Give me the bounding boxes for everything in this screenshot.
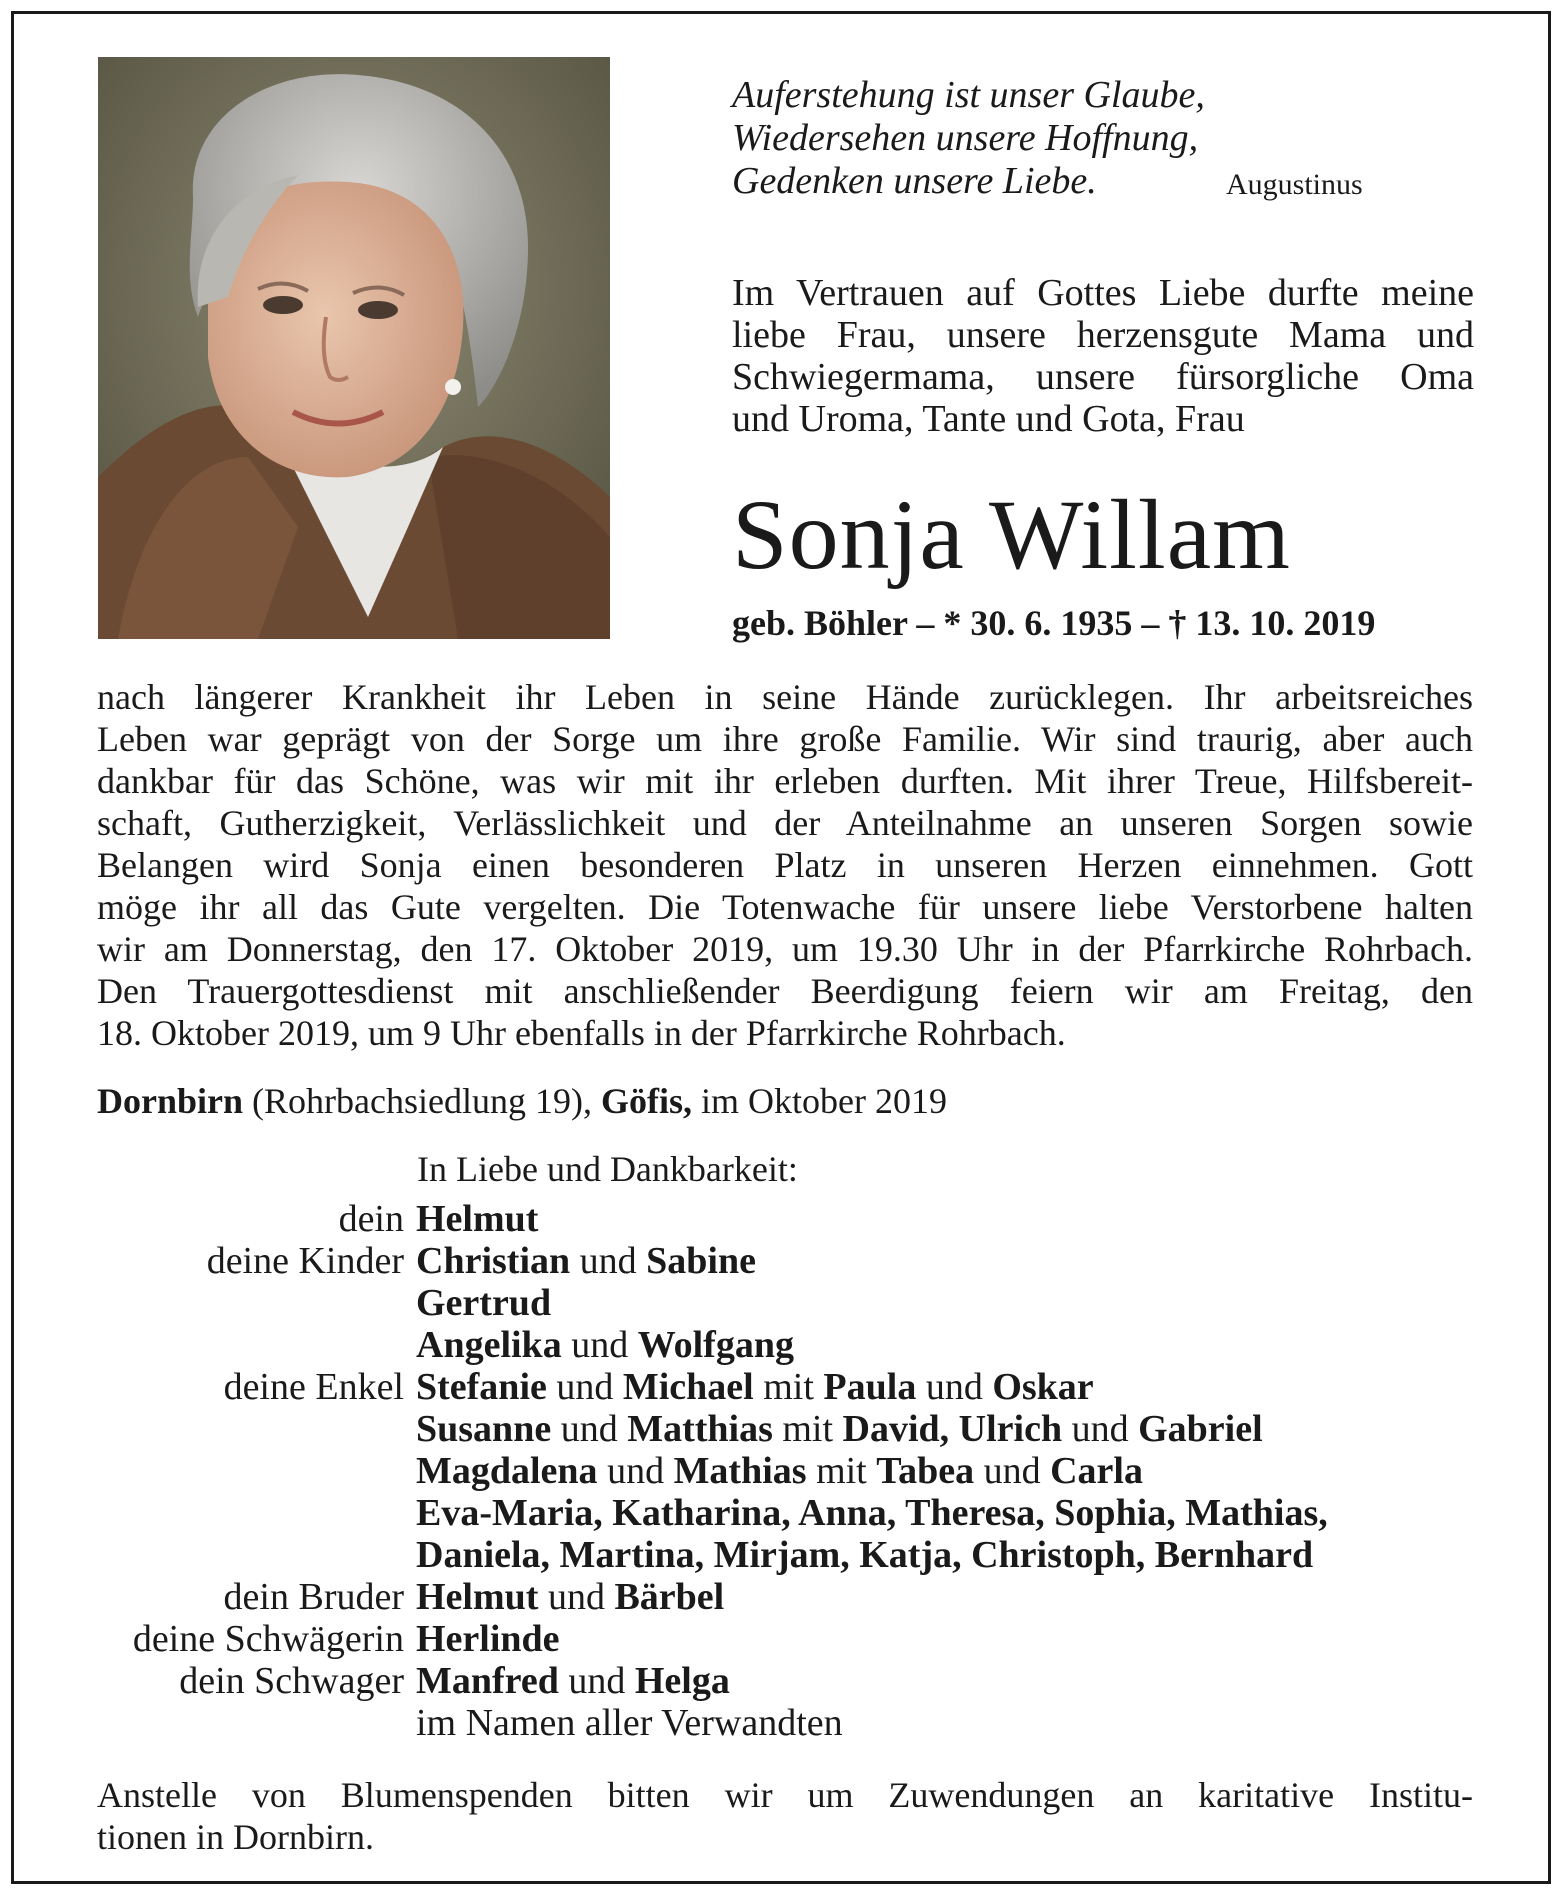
paragraph-line: Belangen wird Sonja einen besonderen Platz in unseren Herzen einnehmen. Gott [97,845,1473,885]
mourner-name: Tabea [876,1450,975,1492]
mourner-relation: dein Bruder [223,1576,404,1618]
mourner-name: Matthias [627,1408,773,1450]
mourner-names [416,1618,1500,1660]
connector-text: und [561,1324,638,1366]
intro-line: und Uroma, Tante und Gota, Frau [732,398,1245,440]
mourner-names [416,1240,1500,1282]
mourner-row [60,1198,1500,1240]
mourner-row [60,1492,1500,1534]
mourner-row [60,1702,1500,1744]
mourner-names [416,1576,1500,1618]
mourner-relation [60,1450,416,1492]
mourner-row [60,1282,1500,1324]
place-city-2: Göfis, [600,1081,692,1121]
mourner-row [60,1408,1500,1450]
place-date: im Oktober 2019 [700,1081,947,1121]
mourner-name: Stefanie [416,1366,547,1408]
place-address: (Rohrbachsiedlung 19), [252,1081,592,1121]
mourner-relation [60,1702,416,1744]
connector-text: und [1062,1408,1139,1450]
mourner-row [60,1324,1500,1366]
mourner-name: Helmut [416,1576,539,1618]
mourner-name: Herlinde [416,1618,560,1660]
mourner-name: Susanne [416,1408,552,1450]
donation-note [97,1774,1473,1858]
mourner-name: Paula [823,1366,917,1408]
connector-text: mit [753,1366,824,1408]
quote-line: Gedenken unsere Liebe. [732,160,1097,202]
mourner-name: Gabriel [1138,1408,1263,1450]
portrait-photo [98,57,610,639]
mourner-row [60,1576,1500,1618]
place-date-line [97,1080,947,1122]
mourner-name: Angelika [416,1324,562,1366]
paragraph-line: schaft, Gutherzigkeit, Verlässlichkeit und der Anteilnahme an unseren Sorgen sowie [97,803,1473,843]
place-city: Dornbirn [97,1081,244,1121]
mourner-relation [60,1324,416,1366]
note-line: tionen in Dornbirn. [97,1817,374,1857]
mourner-name: Oskar [992,1366,1094,1408]
mourner-name: Helga [634,1660,730,1702]
quote-line: Wiedersehen unsere Hoffnung, [732,117,1199,159]
mourner-names [416,1492,1500,1534]
mourner-names [416,1366,1500,1408]
paragraph-line: Den Trauergottesdienst mit anschließender Beerdigung feiern wir am Freitag, den [97,971,1473,1011]
paragraph-line: nach längerer Krankheit ihr Leben in seine Hände zurücklegen. Ihr arbeitsreiches [97,677,1473,717]
connector-text: und [551,1408,628,1450]
paragraph-line: Leben war geprägt von der Sorge um ihre große Familie. Wir sind traurig, aber auch [97,719,1473,759]
note-line: Anstelle von Blumenspenden bitten wir um Zuwendungen an karitative Institu- [97,1775,1473,1815]
mourner-row [60,1618,1500,1660]
quote-line: Auferstehung ist unser Glaube, [732,74,1205,116]
connector-text: und [546,1366,623,1408]
mourner-relation: dein Schwager [179,1660,404,1702]
intro-paragraph [732,272,1474,440]
mourner-names [416,1450,1500,1492]
mourner-name: Gertrud [416,1282,552,1324]
mourner-names [416,1702,1500,1744]
mourner-name: Helmut [416,1198,539,1240]
mourner-names [416,1408,1500,1450]
connector-text: im Namen aller Verwandten [416,1702,843,1744]
connector-text: mit [772,1408,843,1450]
mourner-name: Eva-Maria, Katharina, Anna, Theresa, Sophia, Mathias, [416,1492,1328,1534]
paragraph-line: dankbar für das Schöne, was wir mit ihr erleben durften. Mit ihrer Treue, Hilfsbereit- [97,761,1473,801]
mourners-list [60,1198,1500,1744]
mourner-name: Christian [416,1240,571,1282]
mourner-names [416,1282,1500,1324]
paragraph-line: wir am Donnerstag, den 17. Oktober 2019, um 19.30 Uhr in der Pfarrkirche Rohrbach. [97,929,1473,969]
mourner-names [416,1660,1500,1702]
mourner-relation [60,1282,416,1324]
connector-text: und [558,1660,635,1702]
quote-author: Augustinus [1226,168,1363,201]
intro-line: liebe Frau, unsere herzensgute Mama und [732,314,1474,356]
thanks-heading: In Liebe und Dankbarkeit: [417,1149,798,1189]
intro-line: Im Vertrauen auf Gottes Liebe durfte meine [732,272,1474,314]
mourner-names [416,1324,1500,1366]
connector-text: und [570,1240,647,1282]
mourner-name: Mathias [673,1450,807,1492]
mourner-row [60,1366,1500,1408]
main-paragraph [97,676,1473,1054]
mourner-name: Wolfgang [637,1324,794,1366]
intro-line: Schwiegermama, unsere fürsorgliche Oma [732,356,1474,398]
mourner-relation: deine Enkel [223,1366,404,1408]
mourner-relation [60,1408,416,1450]
mourner-relation: deine Kinder [206,1240,404,1282]
deceased-name: Sonja Willam [732,479,1291,590]
connector-text: und [916,1366,993,1408]
mourner-name: Bärbel [614,1576,725,1618]
mourner-relation [60,1492,416,1534]
mourner-row [60,1660,1500,1702]
mourner-name: Daniela, Martina, Mirjam, Katja, Christoph, Bernhard [416,1534,1314,1576]
connector-text: mit [806,1450,877,1492]
mourner-relation [60,1534,416,1576]
mourner-relation: deine Schwägerin [132,1618,404,1660]
portrait-image [98,57,610,639]
mourner-name: Manfred [416,1660,559,1702]
paragraph-line: möge ihr all das Gute vergelten. Die Totenwache für unsere liebe Verstorbene halten [97,887,1473,927]
mourner-name: Sabine [646,1240,756,1282]
mourner-row [60,1240,1500,1282]
mourner-row [60,1534,1500,1576]
connector-text: und [597,1450,674,1492]
mourner-name: Magdalena [416,1450,598,1492]
mourner-name: David, Ulrich [842,1408,1063,1450]
birth-death-dates: geb. Böhler – * 30. 6. 1935 – † 13. 10. 2019 [732,603,1376,643]
mourner-names [416,1534,1500,1576]
connector-text: und [974,1450,1051,1492]
paragraph-line: 18. Oktober 2019, um 9 Uhr ebenfalls in der Pfarrkirche Rohrbach. [97,1013,1066,1053]
mourner-name: Carla [1050,1450,1143,1492]
mourner-name: Michael [622,1366,754,1408]
connector-text: und [538,1576,615,1618]
mourner-row [60,1450,1500,1492]
mourner-relation: dein [338,1198,404,1240]
mourner-names [416,1198,1500,1240]
